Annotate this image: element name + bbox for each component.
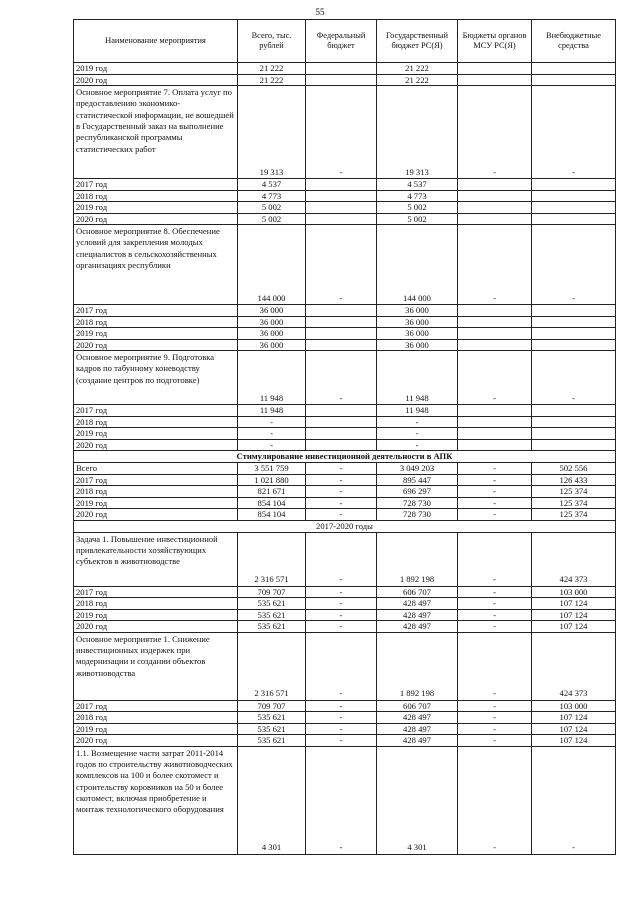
municipal-cell [458,632,532,700]
header-name: Наименование мероприятия [74,20,238,63]
item-value: 19 313 [259,166,284,177]
name-cell: 2018 год [74,190,238,202]
extrabudget-cell [532,63,616,75]
total-cell [238,225,306,305]
total-cell: 535 621 [238,712,306,724]
federal-cell [306,316,377,328]
state-cell [377,532,458,586]
municipal-cell [458,351,532,405]
name-cell: 2017 год [74,586,238,598]
name-cell: 2020 год [74,213,238,225]
table-row [74,723,616,735]
item-value: 1 892 198 [399,574,435,585]
table-header [74,20,616,63]
item-value: 424 373 [559,574,588,585]
extrabudget-cell: 107 124 [532,735,616,747]
state-cell: 428 497 [377,609,458,621]
name-cell: 2020 год [74,509,238,521]
extrabudget-cell [532,405,616,417]
extrabudget-cell: 502 556 [532,463,616,475]
federal-cell: - [306,463,377,475]
state-cell: 4 773 [377,190,458,202]
item-description: Основное мероприятие 7. Оплата услуг по предоставлению экономико-статистической информации, не вошедшей в Государственный заказ на выполнение республиканской программы статистических работ [76,87,234,154]
name-cell: 2017 год [74,474,238,486]
state-cell: 36 000 [377,328,458,340]
total-cell: 535 621 [238,723,306,735]
table-row [74,202,616,214]
total-cell: 4 773 [238,190,306,202]
municipal-cell [458,416,532,428]
name-cell [74,632,238,700]
state-cell: 21 222 [377,63,458,75]
item-value: 19 313 [405,166,429,177]
extrabudget-cell [532,351,616,405]
state-cell: 4 537 [377,179,458,191]
total-cell: 21 222 [238,63,306,75]
table-row [74,225,616,305]
total-cell: 709 707 [238,586,306,598]
table-row [74,621,616,633]
municipal-cell [458,63,532,75]
total-cell: 821 671 [238,486,306,498]
item-value: - [572,292,575,303]
state-cell: 428 497 [377,598,458,610]
item-value: 424 373 [559,688,588,699]
municipal-cell: - [458,509,532,521]
item-value: - [572,842,575,853]
federal-cell [306,86,377,179]
state-cell: 728 730 [377,497,458,509]
name-cell [74,86,238,179]
name-cell: 2017 год [74,700,238,712]
total-cell: 854 104 [238,509,306,521]
federal-cell [306,428,377,440]
municipal-cell: - [458,712,532,724]
federal-cell [306,405,377,417]
municipal-cell: - [458,598,532,610]
item-description: Основное мероприятие 8. Обеспечение условий для закрепления молодых специалистов в сельскохозяйственных организациях республики [76,226,220,271]
extrabudget-cell: 126 433 [532,474,616,486]
header-total: Всего, тыс. рублей [238,20,306,63]
total-cell: 535 621 [238,598,306,610]
name-cell: 2020 год [74,74,238,86]
name-cell: Всего [74,463,238,475]
municipal-cell [458,405,532,417]
state-cell [377,351,458,405]
state-cell: 11 948 [377,405,458,417]
federal-cell [306,190,377,202]
item-description: Основное мероприятие 9. Подготовка кадров по табунному коневодству (создание центров по подготовке) [76,352,215,385]
state-cell: 428 497 [377,621,458,633]
federal-cell: - [306,700,377,712]
municipal-cell: - [458,700,532,712]
table-row [74,213,616,225]
name-cell: 2019 год [74,202,238,214]
item-value: 1 892 198 [399,688,435,699]
municipal-cell [458,74,532,86]
table-row [74,598,616,610]
federal-cell [306,416,377,428]
name-cell: 2019 год [74,609,238,621]
federal-cell [306,351,377,405]
header-extrabudget: Внебюджетные средства [532,20,616,63]
extrabudget-cell [532,328,616,340]
extrabudget-cell [532,416,616,428]
extrabudget-cell [532,179,616,191]
federal-cell [306,305,377,317]
item-value: 4 301 [407,842,427,853]
total-cell: 5 002 [238,213,306,225]
municipal-cell: - [458,474,532,486]
page-number: 55 [315,7,325,17]
federal-cell: - [306,712,377,724]
table-row [74,405,616,417]
table-row [74,700,616,712]
name-cell: 2017 год [74,405,238,417]
table-row [74,735,616,747]
extrabudget-cell [532,213,616,225]
name-cell: 2019 год [74,63,238,75]
state-cell: 696 297 [377,486,458,498]
extrabudget-cell: 107 124 [532,723,616,735]
header-state: Государственный бюджет РС(Я) [377,20,458,63]
item-value: 2 316 571 [254,688,289,699]
municipal-cell [458,202,532,214]
extrabudget-cell: 107 124 [532,609,616,621]
total-cell [238,86,306,179]
item-value: - [339,842,343,853]
federal-cell [306,202,377,214]
state-cell: 606 707 [377,586,458,598]
state-cell: - [377,416,458,428]
table-row [74,520,616,532]
table-row [74,712,616,724]
state-cell: 895 447 [377,474,458,486]
name-cell: 2019 год [74,328,238,340]
municipal-cell: - [458,609,532,621]
extrabudget-cell: 125 374 [532,497,616,509]
total-cell [238,351,306,405]
extrabudget-cell [532,225,616,305]
table-row [74,463,616,475]
municipal-cell: - [458,463,532,475]
table-row [74,339,616,351]
municipal-cell [458,532,532,586]
state-cell [377,86,458,179]
item-value: 11 948 [259,392,284,403]
item-value: 11 948 [405,392,429,403]
item-value: - [493,842,496,853]
federal-cell [306,532,377,586]
table-row [74,486,616,498]
total-cell: 36 000 [238,316,306,328]
name-cell: 2018 год [74,416,238,428]
extrabudget-cell [532,746,616,854]
extrabudget-cell [532,632,616,700]
total-cell: 709 707 [238,700,306,712]
item-description: 1.1. Возмещение части затрат 2011-2014 годов по строительству животноводческих комплексов на 100 и более скотомест и строительству коровников на 50 и более скотомест, включая приобретение и монтаж технологического оборудования [76,747,233,815]
federal-cell [306,328,377,340]
federal-cell: - [306,509,377,521]
municipal-cell: - [458,723,532,735]
name-cell [74,225,238,305]
municipal-cell [458,86,532,179]
federal-cell [306,225,377,305]
item-value: - [339,688,343,699]
table-row [74,86,616,179]
federal-cell [306,63,377,75]
table-row [74,305,616,317]
total-cell [238,746,306,854]
extrabudget-cell [532,316,616,328]
table-row [74,74,616,86]
extrabudget-cell: 103 000 [532,700,616,712]
municipal-cell [458,225,532,305]
total-cell: 535 621 [238,621,306,633]
state-cell: - [377,428,458,440]
federal-cell: - [306,723,377,735]
table-row [74,351,616,405]
federal-cell [306,439,377,451]
header-federal: Федеральный бюджет [306,20,377,63]
total-cell: - [238,428,306,440]
extrabudget-cell [532,532,616,586]
item-description: Основное мероприятие 1. Снижение инвестиционных издержек при модернизации и создании объектов животноводства [76,633,210,678]
total-cell: 36 000 [238,305,306,317]
municipal-cell: - [458,497,532,509]
extrabudget-cell [532,439,616,451]
total-cell: 535 621 [238,735,306,747]
federal-cell: - [306,621,377,633]
extrabudget-cell [532,86,616,179]
federal-cell: - [306,486,377,498]
item-value: - [493,292,496,303]
municipal-cell [458,316,532,328]
federal-cell [306,213,377,225]
table-row [74,63,616,75]
section-heading: Стимулирование инвестиционной деятельности в АПК [74,451,616,463]
table-row [74,451,616,463]
state-cell [377,632,458,700]
item-value: - [493,688,496,699]
total-cell: - [238,439,306,451]
name-cell: 2018 год [74,598,238,610]
state-cell: 428 497 [377,712,458,724]
total-cell [238,532,306,586]
name-cell: 2019 год [74,497,238,509]
table-row [74,439,616,451]
table-row [74,632,616,700]
total-cell: 36 000 [238,328,306,340]
municipal-cell [458,439,532,451]
total-cell: - [238,416,306,428]
state-cell: 606 707 [377,700,458,712]
item-value: 144 000 [257,292,286,303]
name-cell: 2018 год [74,316,238,328]
state-cell [377,746,458,854]
name-cell: 2018 год [74,712,238,724]
item-value: - [572,166,575,177]
name-cell: 2017 год [74,305,238,317]
table-row [74,316,616,328]
table-row [74,532,616,586]
table-row [74,586,616,598]
item-value: 4 301 [261,842,282,853]
name-cell: 2018 год [74,486,238,498]
federal-cell [306,339,377,351]
table-row [74,746,616,854]
name-cell: 2020 год [74,735,238,747]
item-value: - [339,392,343,403]
municipal-cell [458,339,532,351]
table-row [74,190,616,202]
name-cell: 2020 год [74,621,238,633]
extrabudget-cell [532,428,616,440]
item-value: 144 000 [403,292,431,303]
municipal-cell [458,746,532,854]
item-value: - [493,392,496,403]
extrabudget-cell: 103 000 [532,586,616,598]
name-cell [74,351,238,405]
federal-cell: - [306,735,377,747]
name-cell: 2020 год [74,439,238,451]
municipal-cell [458,179,532,191]
municipal-cell [458,213,532,225]
state-cell: 5 002 [377,202,458,214]
federal-cell: - [306,609,377,621]
item-value: - [572,392,575,403]
table-row [74,179,616,191]
table-row [74,509,616,521]
state-cell: 36 000 [377,339,458,351]
section-heading: 2017-2020 годы [74,520,616,532]
federal-cell: - [306,586,377,598]
total-cell: 1 021 880 [238,474,306,486]
federal-cell: - [306,474,377,486]
table-row [74,428,616,440]
extrabudget-cell [532,202,616,214]
total-cell: 11 948 [238,405,306,417]
federal-cell [306,74,377,86]
municipal-cell [458,305,532,317]
municipal-cell: - [458,735,532,747]
item-value: 2 316 571 [254,574,289,585]
table-row [74,328,616,340]
table-row [74,497,616,509]
name-cell [74,746,238,854]
municipal-cell [458,190,532,202]
extrabudget-cell: 107 124 [532,712,616,724]
name-cell [74,532,238,586]
extrabudget-cell [532,305,616,317]
state-cell: 21 222 [377,74,458,86]
table-row [74,609,616,621]
state-cell: 36 000 [377,316,458,328]
state-cell: 428 497 [377,723,458,735]
state-cell: - [377,439,458,451]
federal-cell: - [306,497,377,509]
name-cell: 2019 год [74,428,238,440]
item-value: - [339,292,343,303]
total-cell [238,632,306,700]
total-cell: 3 551 759 [238,463,306,475]
budget-table [73,19,616,855]
extrabudget-cell [532,339,616,351]
total-cell: 4 537 [238,179,306,191]
total-cell: 5 002 [238,202,306,214]
extrabudget-cell: 125 374 [532,486,616,498]
total-cell: 854 104 [238,497,306,509]
name-cell: 2019 год [74,723,238,735]
header-municipal: Бюджеты органов МСУ РС(Я) [458,20,532,63]
federal-cell [306,179,377,191]
table-row [74,474,616,486]
table-row [74,416,616,428]
item-value: - [493,574,496,585]
state-cell: 36 000 [377,305,458,317]
state-cell: 5 002 [377,213,458,225]
extrabudget-cell [532,74,616,86]
total-cell: 36 000 [238,339,306,351]
federal-cell [306,632,377,700]
municipal-cell: - [458,621,532,633]
name-cell: 2020 год [74,339,238,351]
state-cell [377,225,458,305]
extrabudget-cell: 125 374 [532,509,616,521]
extrabudget-cell: 107 124 [532,598,616,610]
state-cell: 428 497 [377,735,458,747]
municipal-cell [458,328,532,340]
item-value: - [339,166,343,177]
federal-cell [306,746,377,854]
table-body [74,63,616,855]
item-value: - [339,574,343,585]
extrabudget-cell: 107 124 [532,621,616,633]
total-cell: 21 222 [238,74,306,86]
state-cell: 3 049 203 [377,463,458,475]
total-cell: 535 621 [238,609,306,621]
municipal-cell: - [458,486,532,498]
federal-cell: - [306,598,377,610]
item-value: - [493,166,496,177]
state-cell: 728 730 [377,509,458,521]
municipal-cell [458,428,532,440]
municipal-cell: - [458,586,532,598]
name-cell: 2017 год [74,179,238,191]
extrabudget-cell [532,190,616,202]
item-description: Задача 1. Повышение инвестиционной привлекательности хозяйствующих субъектов в животноводстве [76,533,218,567]
